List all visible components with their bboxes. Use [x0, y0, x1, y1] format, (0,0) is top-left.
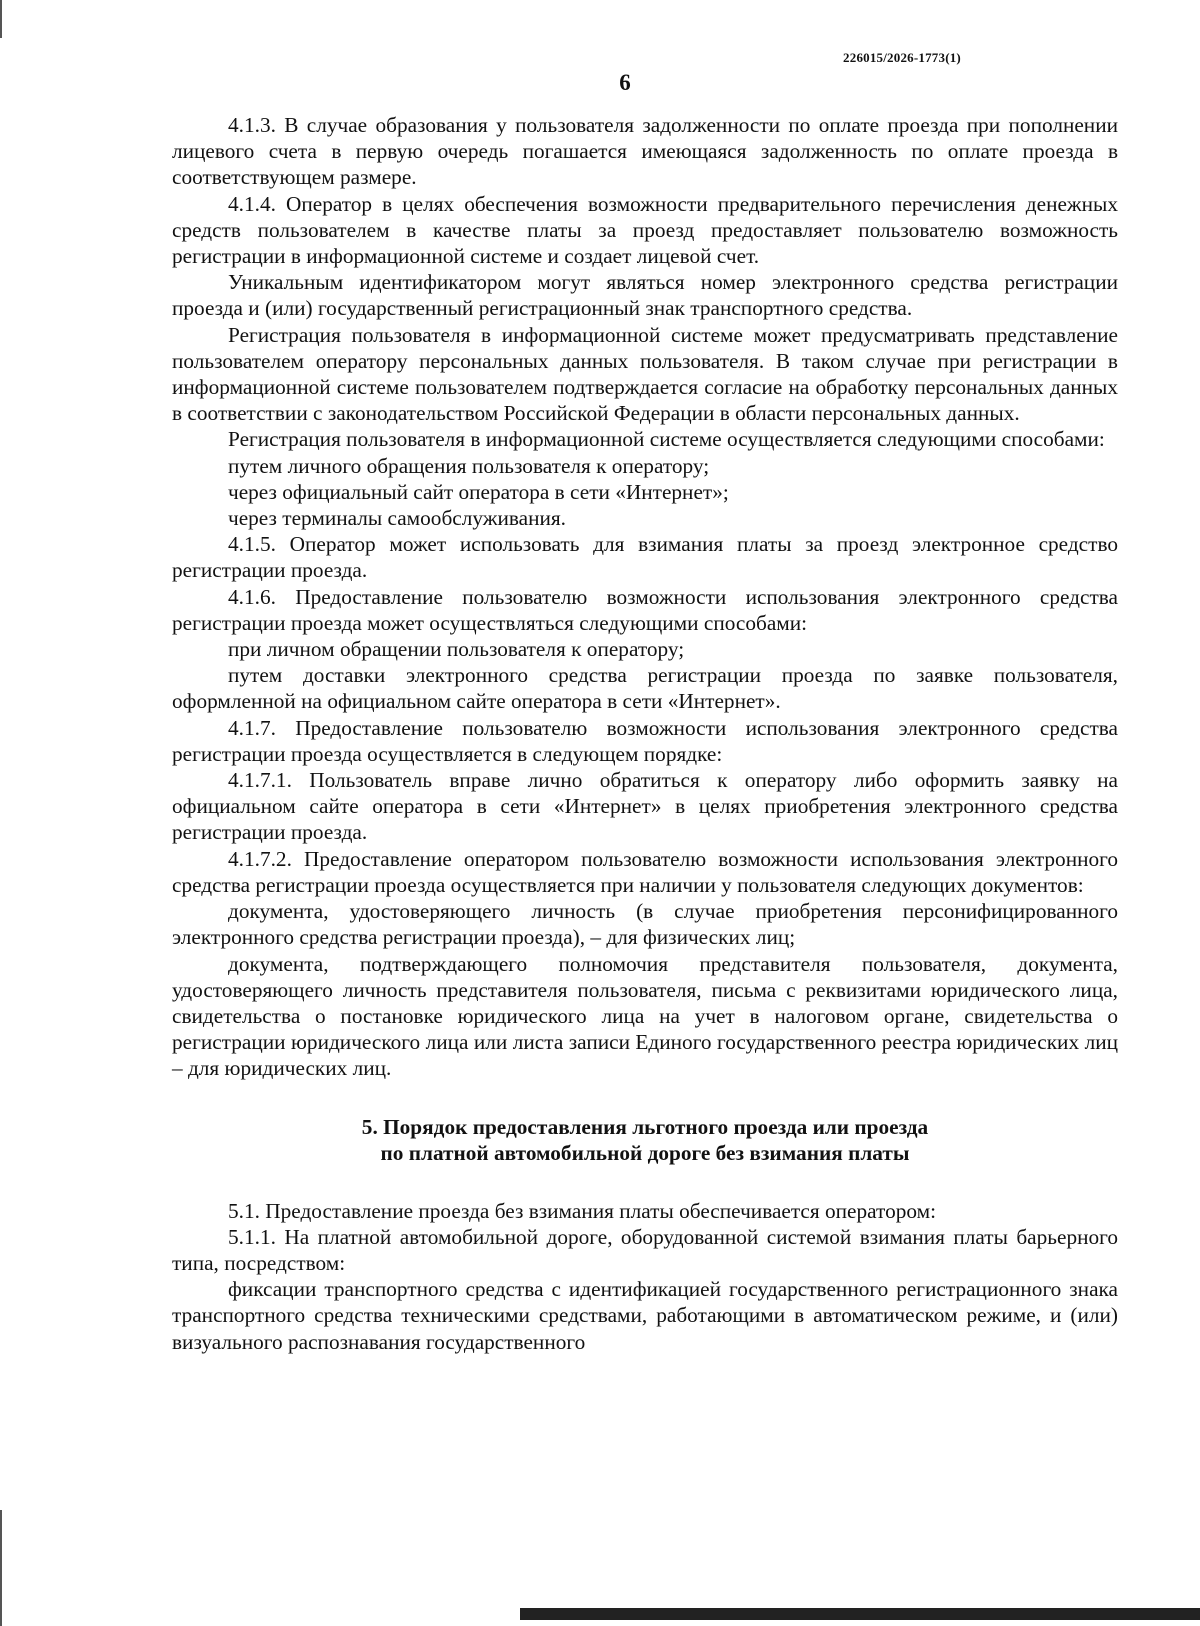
paragraph: 4.1.7. Предоставление пользователю возможности использования электронного средства регистрации проезда осуществляется в следующем порядке: — [172, 715, 1118, 766]
paragraph: 4.1.4. Оператор в целях обеспечения возможности предварительного перечисления денежных средств пользователем в качестве платы за проезд предоставляет пользователю возможность регистрации в информационной системе и создает лицевой счет. — [172, 191, 1118, 269]
document-body — [172, 112, 1118, 1355]
section-heading-line: по платной автомобильной дороге без взимания платы — [380, 1140, 910, 1165]
paragraph: 4.1.7.2. Предоставление оператором пользователю возможности использования электронного средства регистрации проезда осуществляется при наличии у пользователя следующих документов: — [172, 846, 1118, 897]
section-heading-line: 5. Порядок предоставления льготного проезда или проезда — [361, 1114, 929, 1139]
paragraph: 5.1. Предоставление проезда без взимания платы обеспечивается оператором: — [228, 1198, 937, 1223]
paragraph: фиксации транспортного средства с идентификацией государственного регистрационного знака транспортного средства техническими средствами, работающими в автоматическом режиме, и (или) визуального распознавания государственного — [172, 1277, 1118, 1354]
paragraph: 5.1.1. На платной автомобильной дороге, оборудованной системой взимания платы барьерного типа, посредством: — [172, 1224, 1118, 1275]
paragraph: Уникальным идентификатором могут являться номер электронного средства регистрации проезда и (или) государственный регистрационный знак транспортного средства. — [172, 270, 1118, 321]
list-item: путем доставки электронного средства регистрации проезда по заявке пользователя, оформленной на официальном сайте оператора в сети «Интернет». — [172, 663, 1118, 714]
list-item: путем личного обращения пользователя к оператору; — [228, 453, 710, 478]
list-item: через официальный сайт оператора в сети «Интернет»; — [228, 479, 729, 504]
scan-edge-mark — [520, 1608, 1200, 1620]
section-heading — [172, 1114, 1118, 1166]
list-item: документа, подтверждающего полномочия представителя пользователя, документа, удостоверяющего личность представителя пользователя, письма с реквизитами юридического лица, свидетельства о постановке юридического лица на учет в налоговом органе, свидетельства о регистрации юридического лица или листа записи Единого государственного реестра юридических лиц – для юридических лиц. — [172, 951, 1118, 1081]
document-number: 226015/2026-1773(1) — [843, 50, 961, 65]
page-number: 6 — [619, 70, 631, 95]
scan-edge-mark — [0, 0, 2, 38]
scan-edge-mark — [0, 1510, 2, 1626]
paragraph: 4.1.5. Оператор может использовать для взимания платы за проезд электронное средство регистрации проезда. — [172, 532, 1118, 583]
list-item: через терминалы самообслуживания. — [228, 506, 566, 531]
list-item: при личном обращении пользователя к оператору; — [228, 637, 685, 662]
paragraph: 4.1.3. В случае образования у пользователя задолженности по оплате проезда при пополнении лицевого счета в первую очередь погашается имеющаяся задолженность по оплате проезда в соответствующем размере. — [172, 113, 1118, 190]
paragraph: 4.1.7.1. Пользователь вправе лично обратиться к оператору либо оформить заявку на официальном сайте оператора в сети «Интернет» в целях приобретения электронного средства регистрации проезда. — [172, 768, 1118, 845]
paragraph: 4.1.6. Предоставление пользователю возможности использования электронного средства регистрации проезда может осуществляться следующими способами: — [172, 584, 1118, 635]
paragraph: Регистрация пользователя в информационной системе осуществляется следующими способами: — [228, 427, 1105, 452]
paragraph: Регистрация пользователя в информационной системе может предусматривать представление пользователем оператору персональных данных пользователя. В таком случае при регистрации в информационной системе пользователем подтверждается согласие на обработку персональных данных в соответствии с законодательством Российской Федерации в области персональных данных. — [172, 322, 1118, 426]
list-item: документа, удостоверяющего личность (в случае приобретения персонифицированного электронного средства регистрации проезда), – для физических лиц; — [172, 899, 1118, 950]
